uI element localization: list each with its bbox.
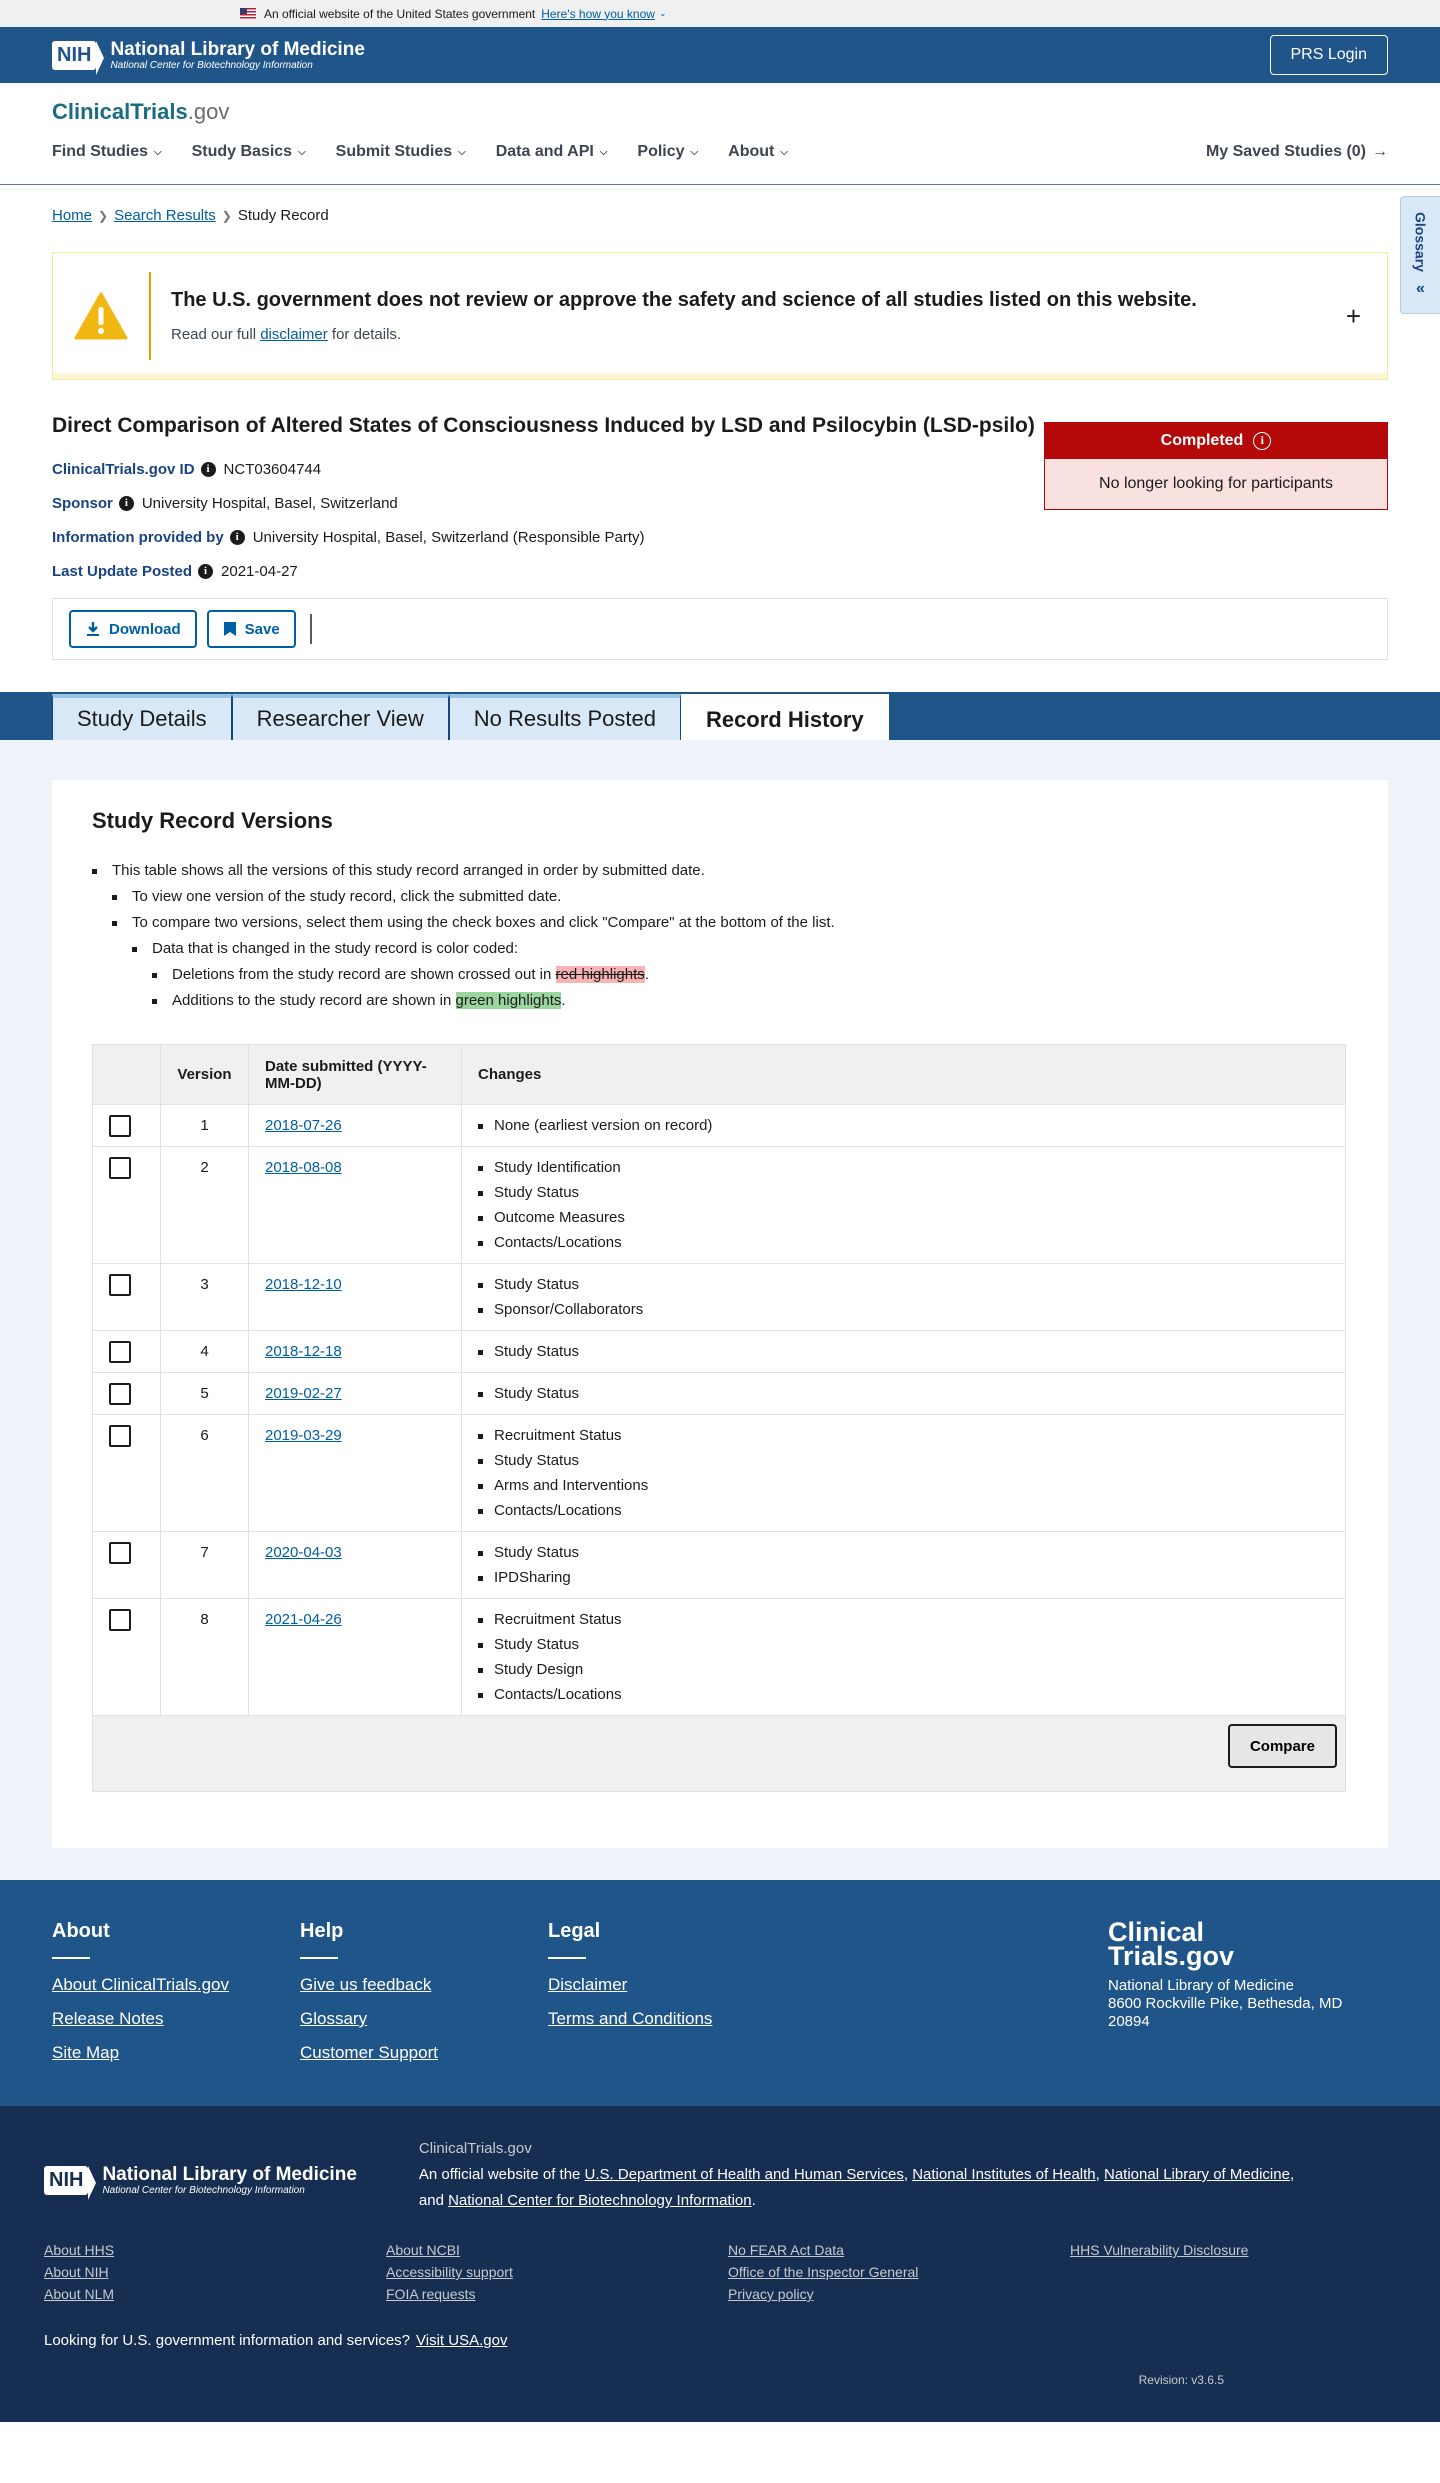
study-tabs [0, 692, 1440, 740]
nav-policy[interactable]: Policy ⌵ [637, 143, 699, 160]
version-checkbox[interactable] [109, 1341, 131, 1363]
chevron-right-icon: ❯ [221, 208, 232, 223]
footer2-link[interactable]: About NIH [44, 2264, 109, 2280]
changes-list [478, 1155, 1329, 1255]
change-item: Recruitment Status [478, 1423, 1329, 1448]
expand-plus-icon[interactable]: + [1345, 301, 1361, 331]
version-number: 8 [161, 1599, 249, 1716]
alert-text: Read our full disclaimer for details. [171, 326, 402, 343]
change-item: Contacts/Locations [478, 1230, 1329, 1255]
record-history-section [0, 740, 1440, 1880]
ncbi-subtitle: National Center for Biotechnology Information [110, 59, 313, 71]
nav-find-studies[interactable]: Find Studies ⌵ [52, 143, 162, 160]
study-header [0, 380, 1440, 598]
change-item: Outcome Measures [478, 1205, 1329, 1230]
changes-list [478, 1423, 1329, 1523]
footer2-link[interactable]: Office of the Inspector General [728, 2264, 919, 2280]
tab-no-results-posted[interactable]: No Results Posted [449, 694, 681, 740]
footer-link[interactable]: Release Notes [52, 2009, 164, 2028]
ct-logo[interactable]: ClinicalTrials.gov [52, 99, 230, 124]
version-number: 7 [161, 1532, 249, 1599]
footer2-link[interactable]: About NCBI [386, 2242, 460, 2258]
change-item: Study Status [478, 1632, 1329, 1657]
chevron-down-icon: ⌄ [658, 8, 667, 18]
version-column-header: Version [161, 1045, 249, 1105]
disclaimer-link[interactable]: disclaimer [260, 326, 328, 343]
version-date-link[interactable]: 2018-12-18 [265, 1343, 342, 1360]
main-nav [52, 143, 1388, 161]
nih-link[interactable]: National Institutes of Health [912, 2166, 1096, 2183]
changes-list [478, 1607, 1329, 1707]
footer-link[interactable]: Glossary [300, 2009, 368, 2028]
breadcrumb-home[interactable]: Home [52, 207, 93, 224]
arrow-right-icon: → [1372, 143, 1388, 160]
change-item: Sponsor/Collaborators [478, 1297, 1329, 1322]
footer2-link[interactable]: Accessibility support [386, 2264, 513, 2280]
change-item: Study Status [478, 1180, 1329, 1205]
footer-brand [1108, 1917, 1388, 2106]
changes-list [478, 1113, 1329, 1138]
download-button[interactable]: Download [69, 610, 197, 648]
footer-link[interactable]: Disclaimer [548, 1975, 628, 1994]
site-footer [0, 1880, 1440, 2106]
tab-study-details[interactable]: Study Details [52, 694, 232, 740]
nih-logo-badge: NIH [52, 41, 96, 70]
footer2-link[interactable]: HHS Vulnerability Disclosure [1070, 2242, 1249, 2258]
changes-list [478, 1272, 1329, 1322]
provided-by-label: Information provided by [52, 528, 224, 546]
nct-id: NCT03604744 [223, 460, 322, 478]
version-date-link[interactable]: 2019-03-29 [265, 1427, 342, 1444]
us-flag-icon [240, 8, 256, 19]
official-site-text: ClinicalTrials.gov An official website of the U.S. Department of Health and Human Services, National Institutes of Health, National Library of Medicine, and National Center for Biotechnology Information. [418, 2140, 1295, 2209]
how-you-know-link[interactable]: Here's how you know [541, 6, 655, 21]
changes-list [478, 1339, 1329, 1364]
footer-link[interactable]: Customer Support [300, 2043, 438, 2062]
ncbi-link[interactable]: National Center for Biotechnology Information [448, 2192, 752, 2209]
prs-login-button[interactable]: PRS Login [1270, 35, 1389, 75]
version-row [93, 1147, 1346, 1264]
bookmark-icon [223, 621, 237, 637]
footer2-link[interactable]: Privacy policy [728, 2286, 814, 2302]
note-item: This table shows all the versions of this study record arranged in order by submitted date. [92, 858, 1348, 884]
tab-record-history[interactable]: Record History [681, 694, 889, 740]
gov-banner-text: An official website of the United States government [264, 6, 536, 21]
nav-submit-studies[interactable]: Submit Studies ⌵ [335, 143, 466, 160]
footer2-link[interactable]: About NLM [44, 2286, 115, 2302]
version-number: 3 [161, 1264, 249, 1331]
chevron-right-icon: ❯ [98, 208, 109, 223]
version-date-link[interactable]: 2020-04-03 [265, 1544, 342, 1561]
action-divider [310, 614, 312, 644]
footer-link[interactable]: Give us feedback [300, 1975, 432, 1994]
change-item: Study Design [478, 1657, 1329, 1682]
last-update-value: 2021-04-27 [221, 562, 298, 580]
breadcrumb [0, 185, 1440, 246]
footer-link[interactable]: Site Map [52, 2043, 120, 2062]
tab-researcher-view[interactable]: Researcher View [232, 694, 449, 740]
footer2-link[interactable]: No FEAR Act Data [728, 2242, 844, 2258]
footer-legal [548, 1920, 796, 2106]
footer-help-heading: Help [300, 1920, 344, 1942]
select-column-header [93, 1045, 161, 1105]
version-number: 2 [161, 1147, 249, 1264]
change-item: Recruitment Status [478, 1607, 1329, 1632]
last-update-label: Last Update Posted [52, 562, 193, 580]
version-checkbox[interactable] [109, 1383, 131, 1405]
version-date-link[interactable]: 2019-02-27 [265, 1385, 342, 1402]
sponsor-label: Sponsor [52, 494, 113, 512]
breadcrumb-search-results[interactable]: Search Results [114, 207, 216, 224]
download-icon [85, 621, 101, 637]
nih-logo-badge: NIH [44, 2166, 88, 2195]
nlm-footer-links [44, 2242, 1396, 2302]
footer2-link[interactable]: FOIA requests [386, 2286, 476, 2302]
version-row [93, 1532, 1346, 1599]
warning-icon [53, 292, 149, 340]
nlm-footer-logo[interactable]: NIH National Library of Medicine National Center for Biotechnology Information [44, 2146, 357, 2214]
footer-link[interactable]: Terms and Conditions [548, 2009, 713, 2028]
change-item: Study Status [478, 1448, 1329, 1473]
study-title: Direct Comparison of Altered States of Consciousness Induced by LSD and Psilocybin (LSD-psilo) [52, 414, 1035, 437]
info-icon[interactable]: i [119, 496, 134, 511]
footer-address: National Library of Medicine 8600 Rockville Pike, Bethesda, MD 20894 [1108, 1976, 1343, 2030]
version-row [93, 1415, 1346, 1532]
change-item: Study Identification [478, 1155, 1329, 1180]
version-number: 1 [161, 1105, 249, 1147]
versions-table [92, 1044, 1346, 1792]
versions-card [52, 780, 1388, 1848]
version-row [93, 1331, 1346, 1373]
recruitment-status-box [1044, 422, 1388, 510]
breadcrumb-current: Study Record [237, 207, 329, 224]
version-date-link[interactable]: 2021-04-26 [265, 1611, 342, 1628]
version-date-link[interactable]: 2018-07-26 [265, 1117, 342, 1134]
chevron-down-icon: ⌵ [599, 146, 608, 158]
footer-about [52, 1920, 300, 2106]
hhs-link[interactable]: U.S. Department of Health and Human Services [584, 2166, 904, 2183]
version-checkbox[interactable] [109, 1542, 131, 1564]
glossary-label: Glossary [1412, 212, 1429, 272]
footer-legal-heading: Legal [548, 1920, 601, 1942]
change-item: Contacts/Locations [478, 1682, 1329, 1707]
nav-study-basics[interactable]: Study Basics ⌵ [191, 143, 306, 160]
nav-data-api[interactable]: Data and API ⌵ [495, 143, 608, 160]
alert-heading: The U.S. government does not review or approve the safety and science of all studies listed on this website. [171, 289, 1197, 311]
version-checkbox[interactable] [109, 1425, 131, 1447]
version-row [93, 1105, 1346, 1147]
changes-list [478, 1381, 1329, 1406]
nlm-link[interactable]: National Library of Medicine [1104, 2166, 1290, 2183]
date-column-header: Date submitted (YYYY-MM-DD) [249, 1045, 462, 1105]
changes-list [478, 1540, 1329, 1590]
status-detail: No longer looking for participants [1045, 459, 1387, 509]
info-icon[interactable]: i [1253, 432, 1271, 450]
nlm-title: National Library of Medicine [110, 38, 365, 60]
change-item: None (earliest version on record) [478, 1113, 1329, 1138]
chevron-down-icon: ⌵ [298, 146, 306, 158]
info-icon[interactable]: i [201, 462, 216, 477]
version-checkbox[interactable] [109, 1157, 131, 1179]
note-item: To compare two versions, select them using the check boxes and click "Compare" at the bottom of the list. [92, 910, 1348, 936]
status-badge: Completed [1160, 432, 1244, 449]
version-number: 6 [161, 1415, 249, 1532]
usa-gov-link[interactable]: Visit USA.gov [416, 2332, 508, 2349]
disclaimer-alert [52, 252, 1388, 380]
note-item: Deletions from the study record are shown crossed out in red highlights. [92, 962, 1348, 988]
chevron-down-icon: ⌵ [458, 146, 466, 158]
revision-text: Revision: v3.6.5 [1138, 2373, 1224, 2387]
change-item: Study Status [478, 1381, 1329, 1406]
footer-help [300, 1920, 548, 2106]
change-item: Arms and Interventions [478, 1473, 1329, 1498]
nlm-footer [0, 2106, 1440, 2422]
footer-link[interactable]: About ClinicalTrials.gov [52, 1975, 229, 1994]
footer2-link[interactable]: About HHS [44, 2242, 115, 2258]
version-checkbox[interactable] [109, 1274, 131, 1296]
version-number: 5 [161, 1373, 249, 1415]
version-row [93, 1599, 1346, 1716]
change-item: Study Status [478, 1339, 1329, 1364]
compare-button[interactable]: Compare [1228, 1724, 1337, 1768]
save-button[interactable]: Save [207, 610, 296, 648]
provided-by-value: University Hospital, Basel, Switzerland (Responsible Party) [252, 528, 645, 546]
glossary-tab[interactable] [1400, 196, 1440, 314]
study-actions [52, 598, 1388, 660]
version-row [93, 1373, 1346, 1415]
change-item: Study Status [478, 1540, 1329, 1565]
usa-gov-line: Looking for U.S. government information and services? Visit USA.gov [44, 2332, 508, 2349]
note-item: To view one version of the study record, click the submitted date. [92, 884, 1348, 910]
version-checkbox[interactable] [109, 1115, 131, 1137]
version-checkbox[interactable] [109, 1609, 131, 1631]
versions-notes [92, 858, 1348, 1014]
info-icon[interactable]: i [198, 564, 213, 579]
nav-saved-studies[interactable]: My Saved Studies (0) → [1205, 143, 1388, 160]
change-item: IPDSharing [478, 1565, 1329, 1590]
chevron-down-icon: ⌵ [154, 146, 162, 158]
note-item: Additions to the study record are shown in green highlights. [92, 988, 1348, 1014]
green-highlight-sample: green highlights [455, 992, 562, 1009]
info-icon[interactable]: i [230, 530, 245, 545]
versions-heading: Study Record Versions [92, 808, 333, 833]
gov-banner [0, 0, 1440, 27]
nih-header [0, 27, 1440, 83]
version-number: 4 [161, 1331, 249, 1373]
double-chevron-left-icon: « [1416, 279, 1425, 297]
nlm-logo[interactable] [52, 40, 365, 71]
note-item: Data that is changed in the study record is color coded: [92, 936, 1348, 962]
id-label: ClinicalTrials.gov ID [52, 460, 195, 478]
site-header [0, 83, 1440, 185]
footer-ct-logo[interactable]: Clinical Trials.gov [1108, 1917, 1235, 1972]
change-item: Contacts/Locations [478, 1498, 1329, 1523]
version-date-link[interactable]: 2018-12-10 [265, 1276, 342, 1293]
nav-about[interactable]: About ⌵ [728, 143, 788, 160]
chevron-down-icon: ⌵ [690, 146, 699, 158]
version-date-link[interactable]: 2018-08-08 [265, 1159, 342, 1176]
footer-about-heading: About [52, 1920, 110, 1942]
sponsor-value: University Hospital, Basel, Switzerland [141, 494, 398, 512]
version-row [93, 1264, 1346, 1331]
change-item: Study Status [478, 1272, 1329, 1297]
chevron-down-icon: ⌵ [780, 146, 788, 158]
red-highlight-sample: red highlights [555, 966, 645, 983]
changes-column-header: Changes [462, 1045, 1346, 1105]
